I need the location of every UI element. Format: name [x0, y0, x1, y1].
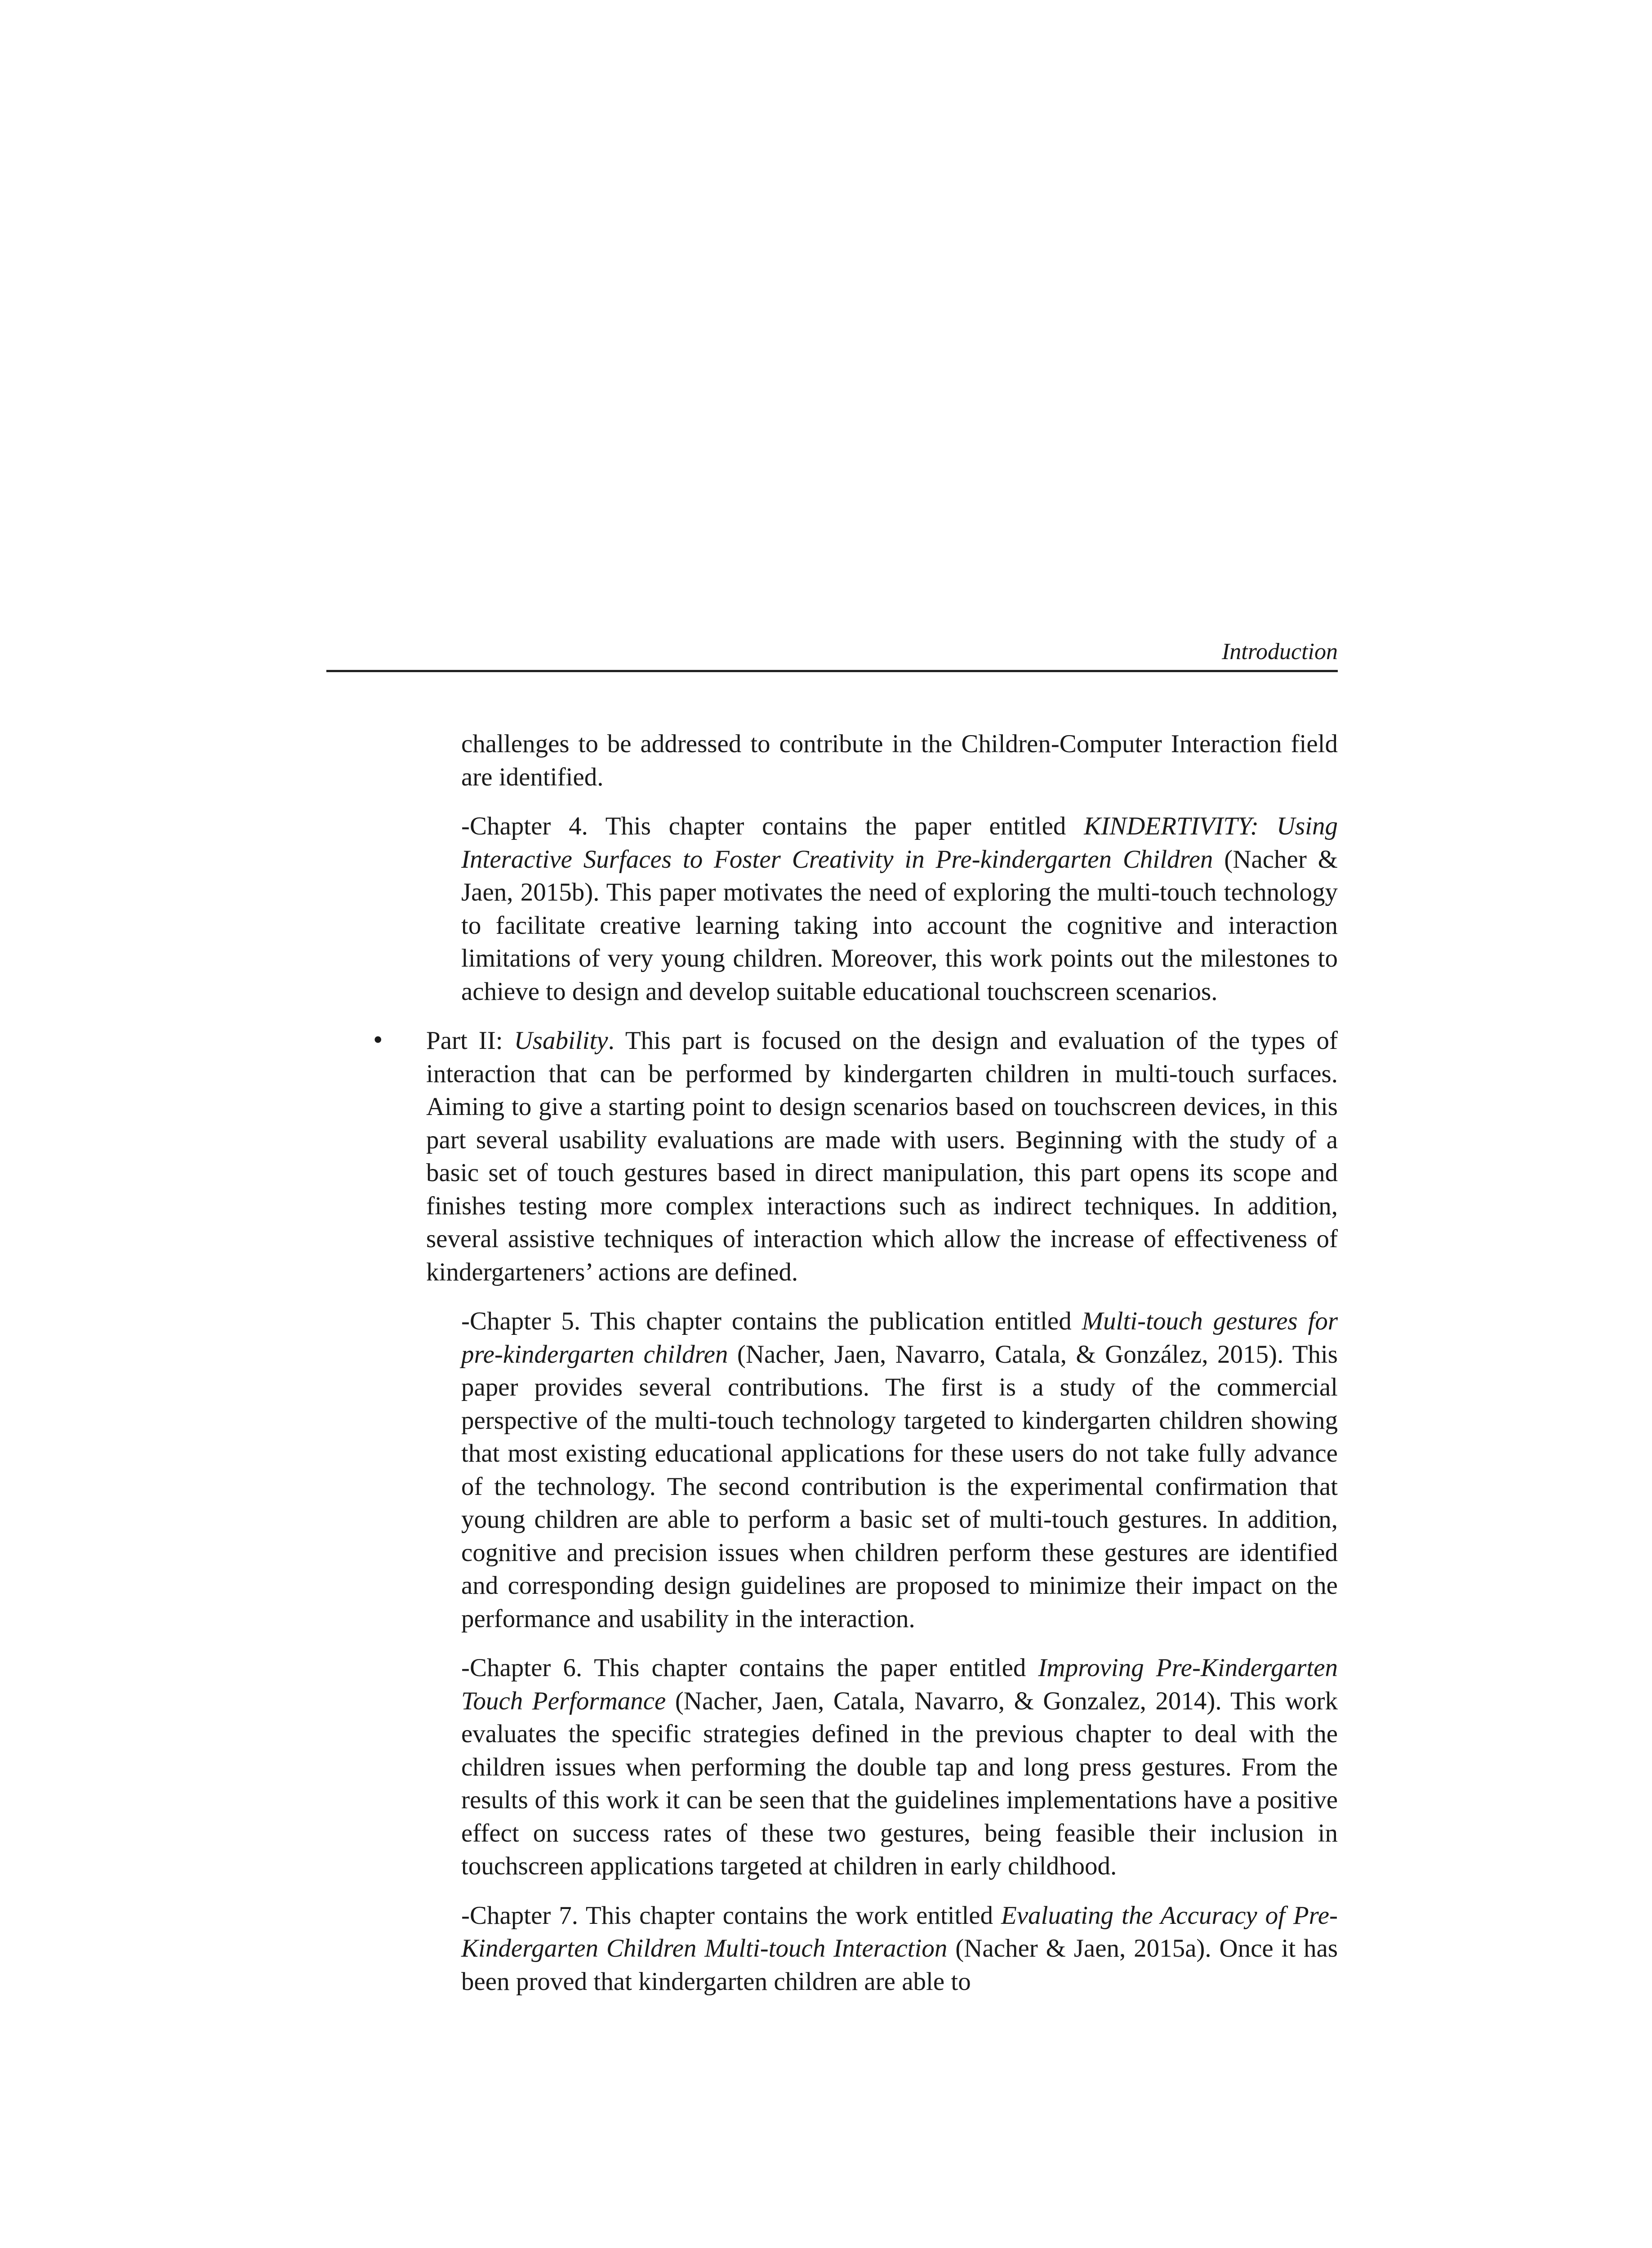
chapter-7-text-start: -Chapter 7. This chapter contains the work entitled — [461, 1901, 1001, 1930]
paragraph-chapter-7 — [461, 1899, 1338, 1998]
chapter-4-text-end: (Nacher & Jaen, 2015b). This paper motivates the need of exploring the multi-touch technology to facilitate creative learning taking into account the cognitive and interaction limitations of very young children. Moreover, this work points out the milestones to achieve to design and develop suitable educational touchscreen scenarios. — [461, 845, 1338, 1006]
running-header — [326, 638, 1338, 672]
paragraph-chapter-6 — [461, 1651, 1338, 1883]
part-2-text-start: Part II: — [426, 1026, 514, 1055]
part-2-text-end: . This part is focused on the design and evaluation of the types of interaction that can be performed by kindergarten children in multi-touch surfaces. Aiming to give a starting point to design scenarios based on touchscreen devices, in this part several usability evaluations are made with users. Beginning with the study of a basic set of touch gestures based in direct manipulation, this part opens its scope and finishes testing more complex interactions such as indirect techniques. In addition, several assistive techniques of interaction which allow the increase of effectiveness of kindergarteners’ actions are defined. — [426, 1026, 1338, 1286]
list-item-part-2 — [371, 1024, 1338, 1289]
paragraph-part-2 — [426, 1024, 1338, 1289]
bullet-icon: • — [371, 1027, 385, 1053]
chapter-4-text-start: -Chapter 4. This chapter contains the paper entitled — [461, 812, 1084, 840]
chapter-6-text-end: (Nacher, Jaen, Catala, Navarro, & Gonzalez, 2014). This work evaluates the specific strategies defined in the previous chapter to deal with the children issues when performing the double tap and long press gestures. From the results of this work it can be seen that the guidelines implementations have a positive effect on success rates of these two gestures, being feasible their inclusion in touchscreen applications targeted at children in early childhood. — [461, 1686, 1338, 1880]
chapter-7-paper-title: Evaluating the Accuracy of Pre-Kindergarten Children Multi-touch Interaction — [461, 1901, 1338, 1963]
paragraph-intro-continuation — [461, 727, 1338, 794]
chapter-7-text-end: (Nacher & Jaen, 2015a). Once it has been proved that kindergarten children are able to — [461, 1934, 1338, 1996]
chapter-4-paper-title: KINDERTIVITY: Using Interactive Surfaces to Foster Creativity in Pre-kindergarten Children — [461, 812, 1338, 874]
chapter-6-text-start: -Chapter 6. This chapter contains the paper entitled — [461, 1654, 1038, 1682]
body-content — [326, 727, 1338, 1998]
chapter-5-paper-title: Multi-touch gestures for pre-kindergarten children — [461, 1307, 1338, 1369]
chapter-5-text-start: -Chapter 5. This chapter contains the publication entitled — [461, 1307, 1082, 1335]
paragraph-chapter-5 — [461, 1305, 1338, 1635]
chapter-5-text-end: (Nacher, Jaen, Navarro, Catala, & González, 2015). This paper provides several contributions. The first is a study of the commercial perspective of the multi-touch technology targeted to kindergarten children showing that most existing educational applications for these users do not take fully advance of the technology. The second contribution is the experimental confirmation that young children are able to perform a basic set of multi-touch gestures. In addition, cognitive and precision issues when children perform these gestures are identified and corresponding design guidelines are proposed to minimize their impact on the performance and usability in the interaction. — [461, 1340, 1338, 1633]
running-header-title: Introduction — [1221, 639, 1338, 665]
part-2-title: Usability — [514, 1026, 608, 1055]
paragraph-chapter-4 — [461, 810, 1338, 1008]
paragraph-intro-text: challenges to be addressed to contribute in the Children-Computer Interaction field are identified. — [461, 730, 1338, 791]
chapter-6-paper-title: Improving Pre-Kindergarten Touch Performance — [461, 1654, 1338, 1715]
